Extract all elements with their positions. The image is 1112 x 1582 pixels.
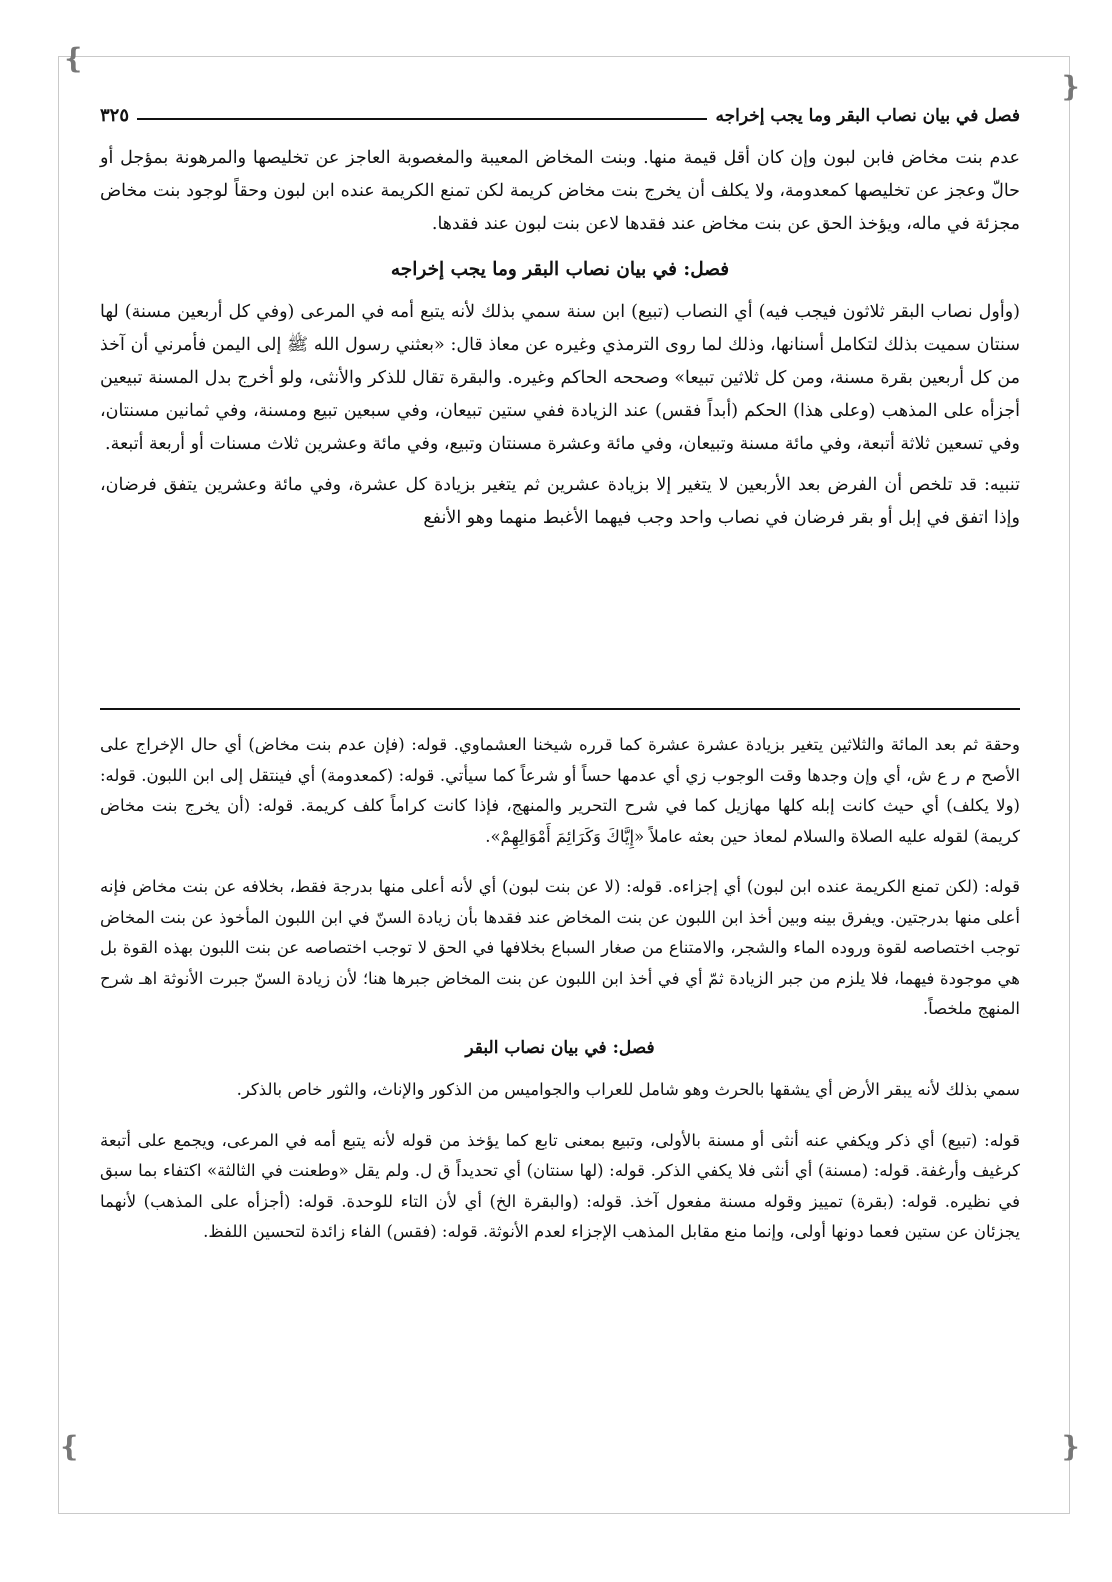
- header-rule: [137, 118, 707, 120]
- running-header: [100, 98, 1020, 126]
- commentary-heading: فصل: في بيان نصاب البقر: [465, 1037, 655, 1058]
- commentary-paragraph: قوله: (لكن تمنع الكريمة عنده ابن لبون) أي إجزاءه. قوله: (لا عن بنت لبون) أي لأنه أعلى منها بدرجة فقط، بخلافه عن بنت مخاض فإنه أعلى منها بدرجتين. ويفرق بينه وبين أخذ ابن اللبون عن بنت المخاض عند فقدها بأن زيادة السنّ في ابن اللبون المأخوذ عن بنت المخاض توجب اختصاصه لقوة وروده الماء والشجر، والامتناع من صغار السباع بخلافها في الحق لا توجب اختصاصه عن بنت اللبون بهذه القوة بل هي موجودة فيهما، فلا يلزم من جبر الزيادة ثمّ أي في أخذ ابن اللبون عن بنت المخاض جبرها هنا؛ لأن زيادة السنّ جبرت الأنوثة اهـ شرح المنهج ملخصاً.: [100, 877, 1020, 1018]
- footnote-divider: [100, 708, 1020, 710]
- commentary: [100, 730, 1020, 1248]
- commentary-paragraph: سمي بذلك لأنه يبقر الأرض أي يشقها بالحرث وهو شامل للعراب والجواميس من الذكور والإناث، والثور خاص بالذكر.: [236, 1080, 1020, 1099]
- header-title: فصل في بيان نصاب البقر وما يجب إخراجه: [715, 106, 1020, 126]
- corner-ornament-bottom-right: ❵: [1058, 1430, 1082, 1463]
- section-heading: فصل: في بيان نصاب البقر وما يجب إخراجه: [390, 259, 730, 280]
- corner-ornament-bottom-left: ❴: [58, 1430, 82, 1463]
- commentary-paragraph: وحقة ثم بعد المائة والثلاثين يتغير بزيادة عشرة عشرة كما قرره شيخنا العشماوي. قوله: (فإن عدم بنت مخاض) أي حال الإخراج على الأصح م ر ع ش، أي وإن وجدها وقت الوجوب زي أي عدمها حساً أو شرعاً كما سيأتي. قوله: (كمعدومة) أي فينتقل إلى ابن اللبون. قوله: (ولا يكلف) أي حيث كانت إبله كلها مهازيل كما في شرح التحرير والمنهج، فإذا كانت كراماً كلف كريمة. قوله: (أن يخرج بنت مخاض كريمة) لقوله عليه الصلاة والسلام لمعاذ حين بعثه عاملاً «إِيَّاكَ وَكَرَائِمَ أَمْوَالِهِمْ».: [100, 735, 1020, 846]
- main-paragraph: عدم بنت مخاض فابن لبون وإن كان أقل قيمة منها. وبنت المخاض المعيبة والمغصوبة العاجز عن تخليصها والمرهونة بمؤجل أو حالّ وعجز عن تخليصها كمعدومة، ولا يكلف أن يخرج بنت مخاض كريمة لكن تمنع الكريمة عنده ابن لبون وحقاً لوجود بنت مخاض مجزئة في ماله، ويؤخذ الحق عن بنت مخاض عند فقدها لاعن بنت لبون عند فقدها.: [100, 148, 1020, 234]
- page-number: ٣٢٥: [100, 105, 130, 126]
- main-paragraph-notice: تنبيه: قد تلخص أن الفرض بعد الأربعين لا يتغير إلا بزيادة عشرين ثم يتغير بزيادة كل عشرة، وفي مائة وعشرين يتفق فرضان، وإذا اتفق في إبل أو بقر فرضان في نصاب واحد وجب فيهما الأغبط منهما وهو الأنفع: [100, 475, 1020, 528]
- main-text: [100, 142, 1020, 535]
- corner-ornament-top-right: ❵: [1058, 70, 1082, 103]
- main-paragraph: (وأول نصاب البقر ثلاثون فيجب فيه) أي النصاب (تبيع) ابن سنة سمي بذلك لأنه يتبع أمه في المرعى (وفي كل أربعين مسنة) لها سنتان سميت بذلك لتكامل أسنانها، وذلك لما روى الترمذي وغيره عن معاذ قال: «بعثني رسول الله ﷺ إلى اليمن فأمرني أن آخذ من كل أربعين بقرة مسنة، ومن كل ثلاثين تبيعا» وصححه الحاكم وغيره. والبقرة تقال للذكر والأنثى، ولو أخرج بدل المسنة تبيعين أجزأه على المذهب (وعلى هذا) الحكم (أبداً فقس) عند الزيادة ففي ستين تبيعان، وفي سبعين تبيع ومسنة، وفي ثمانين مسنتان، وفي تسعين ثلاثة أتبعة، وفي مائة مسنة وتبيعان، وفي مائة وعشرة مسنتان وتبيع، وفي مائة وعشرين ثلاث مسنات أو أربعة أتبعة.: [100, 302, 1020, 454]
- commentary-paragraph: قوله: (تبيع) أي ذكر ويكفي عنه أنثى أو مسنة بالأولى، وتبيع بمعنى تابع كما يؤخذ من قوله لأنه يتبع أمه في المرعى، ويجمع على أتبعة كرغيف وأرغفة. قوله: (مسنة) أي أنثى فلا يكفي الذكر. قوله: (لها سنتان) أي تحديداً ق ل. ولم يقل «وطعنت في الثالثة» اكتفاء بما سبق في نظيره. قوله: (بقرة) تمييز وقوله مسنة مفعول آخذ. قوله: (والبقرة الخ) أي لأن التاء للوحدة. قوله: (أجزأه على المذهب) لأنهما يجزئان عن ستين فعما دونها أولى، وإنما منع مقابل المذهب الإجزاء لعدم الأنوثة. قوله: (فقس) الفاء زائدة لتحسين اللفظ.: [100, 1130, 1020, 1241]
- corner-ornament-top-left: ❴: [62, 42, 86, 75]
